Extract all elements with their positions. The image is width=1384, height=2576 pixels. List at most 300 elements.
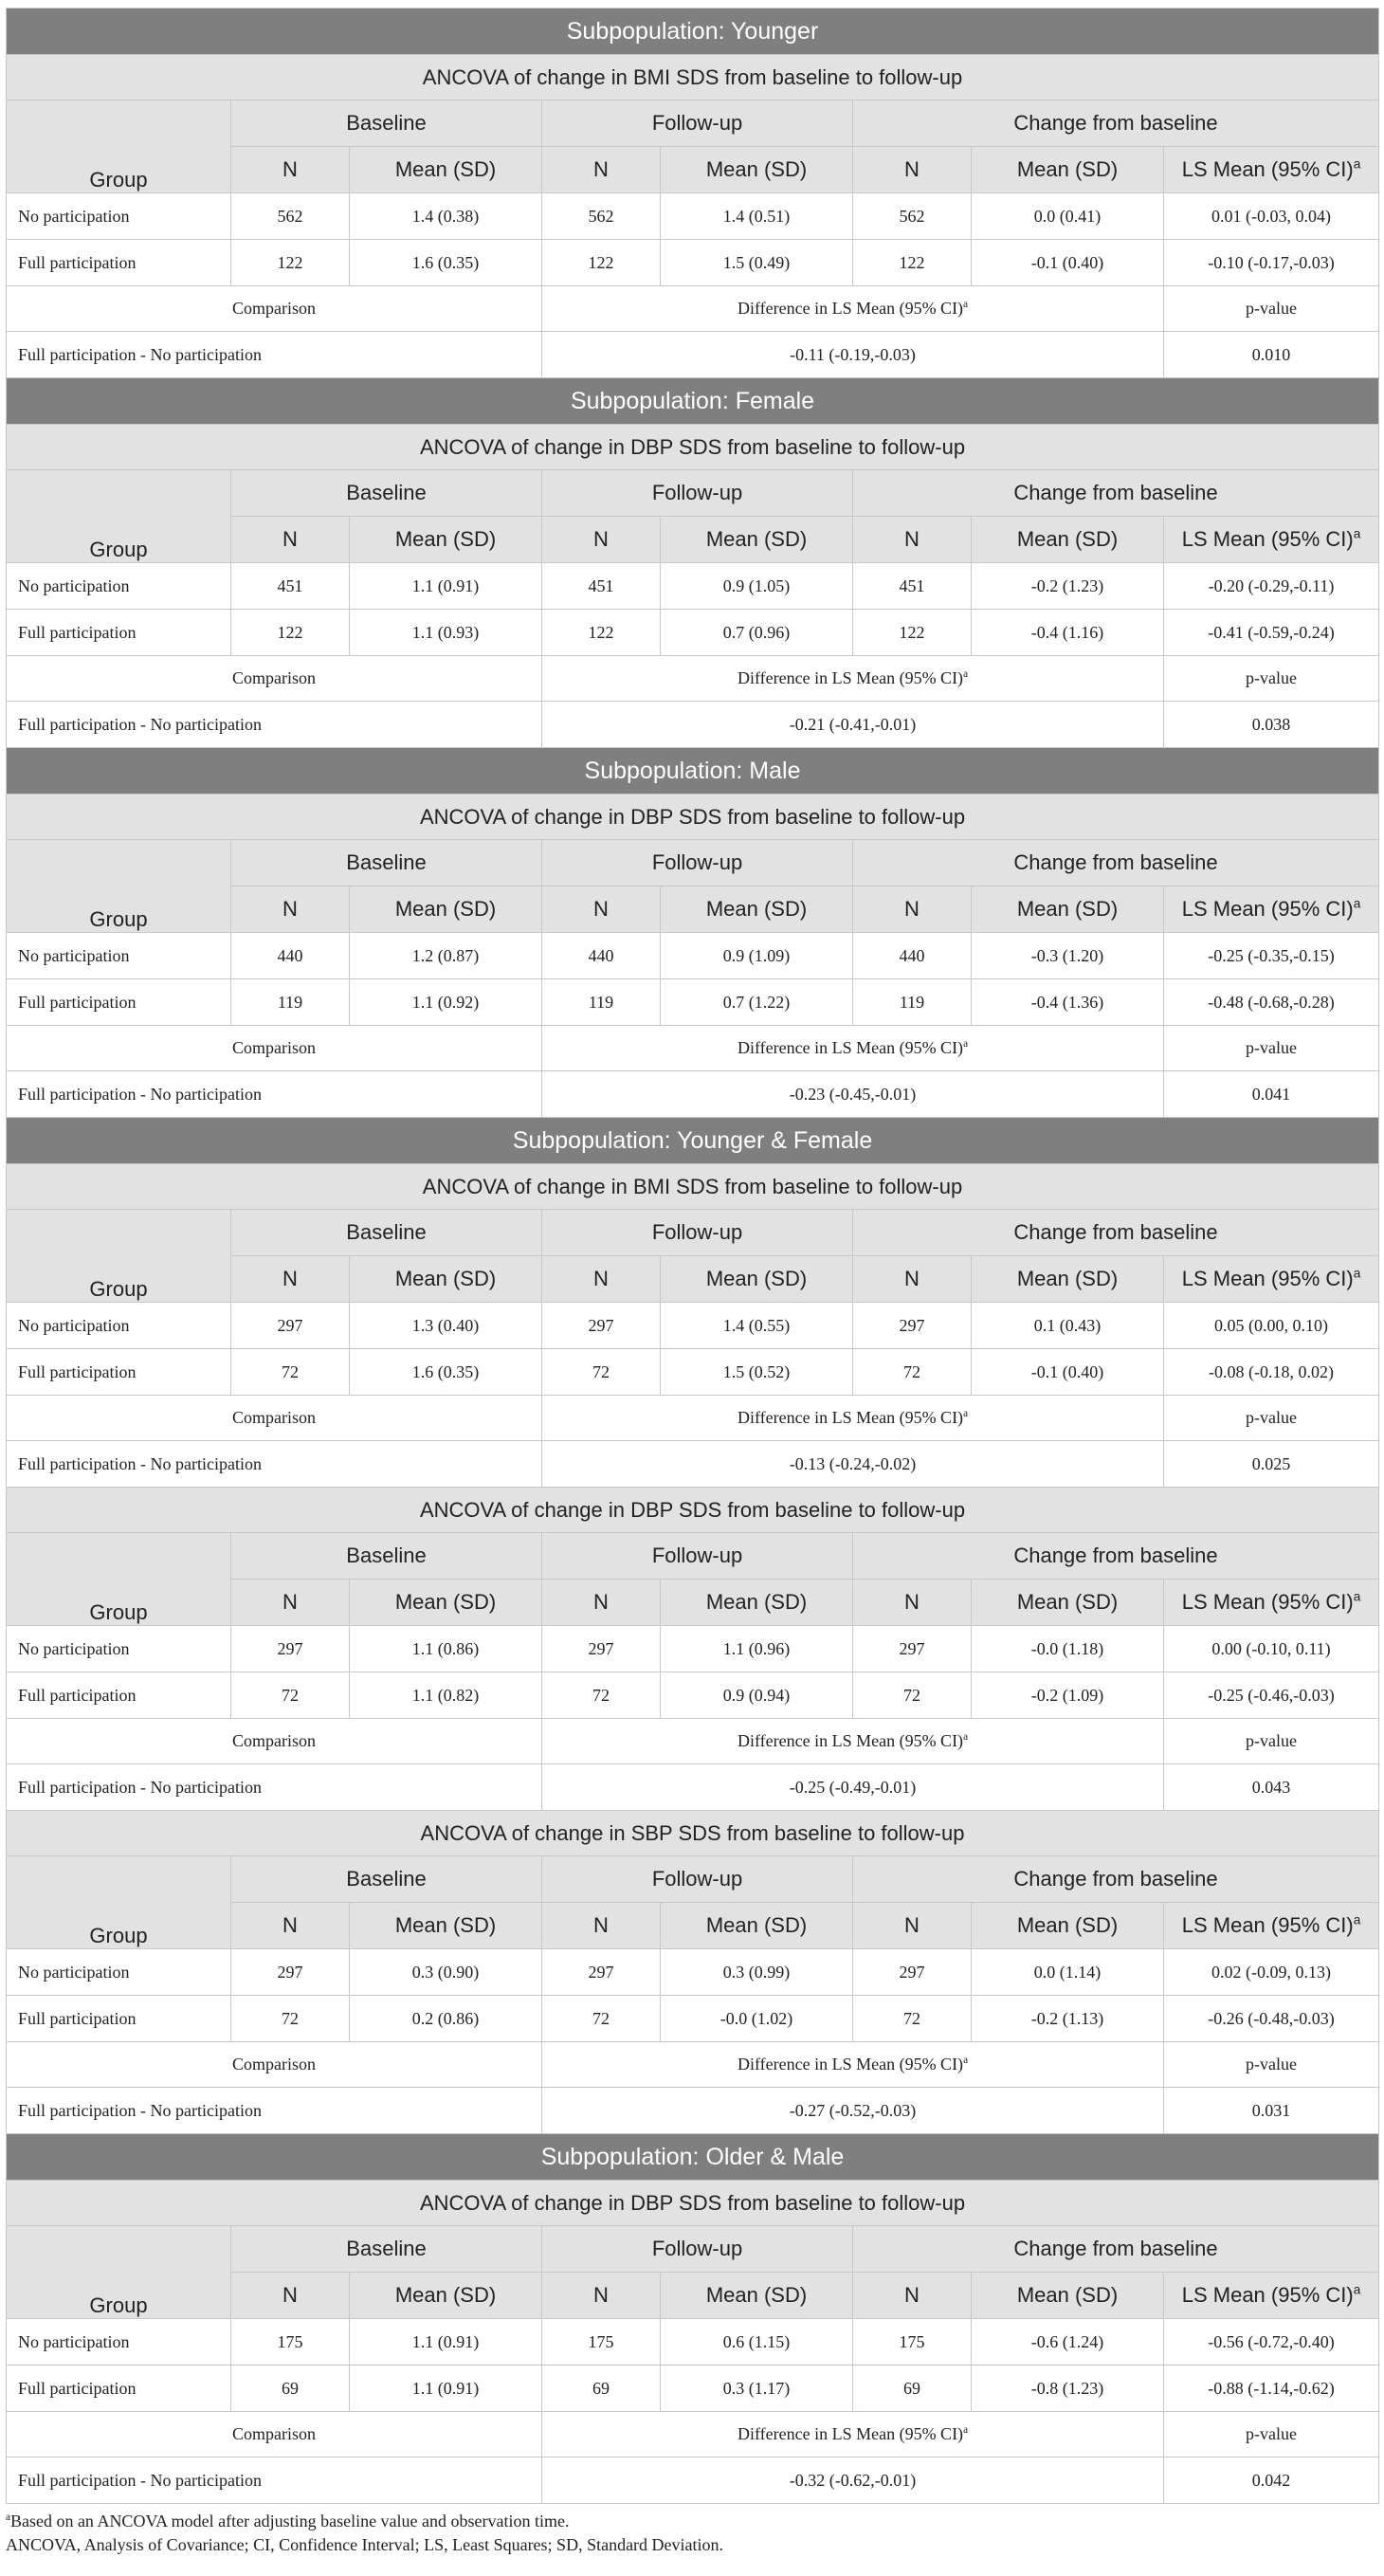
subpopulation-header [7,378,1379,425]
ls-mean-ci: 0.02 (-0.09, 0.13) [1164,1949,1379,1996]
ls-mean-ci: -0.56 (-0.72,-0.40) [1164,2319,1379,2366]
followup-header: Follow-up [542,2226,853,2273]
followup-header: Follow-up [542,840,853,886]
comparison-label: Full participation - No participation [7,1764,542,1811]
group-label: No participation [7,1949,231,1996]
comparison-header-row [7,2042,1379,2088]
change-header: Change from baseline [853,840,1379,886]
baseline-mean-sd: 1.6 (0.35) [350,240,542,286]
baseline-mean-sd: 1.3 (0.40) [350,1303,542,1349]
followup-n: 175 [542,2319,661,2366]
change-n-header: N [853,886,972,933]
change-mean-sd: 0.1 (0.43) [972,1303,1164,1349]
ls-mean-header-marker: a [1353,1912,1361,1927]
analysis-header [7,425,1379,470]
column-group-header-row [7,1210,1379,1256]
difference-header [542,1026,1164,1071]
footnote-abbreviations: ANCOVA, Analysis of Covariance; CI, Confidence Interval; LS, Least Squares; SD, Standard Deviation. [6,2535,724,2554]
pvalue-header: p-value [1164,1396,1379,1441]
difference-header-marker: a [963,668,969,680]
change-header: Change from baseline [853,1210,1379,1256]
baseline-n-header: N [231,517,350,563]
subpopulation-header [7,1118,1379,1164]
change-header: Change from baseline [853,1856,1379,1903]
analysis-header [7,55,1379,100]
difference-value: -0.32 (-0.62,-0.01) [542,2457,1164,2504]
followup-n: 122 [542,240,661,286]
table-row [7,1996,1379,2042]
followup-mean-header: Mean (SD) [661,2273,853,2319]
pvalue-value: 0.038 [1164,702,1379,748]
followup-mean-header: Mean (SD) [661,1580,853,1626]
baseline-header: Baseline [231,1856,542,1903]
ls-mean-header [1164,1256,1379,1303]
pvalue-value: 0.043 [1164,1764,1379,1811]
table-row [7,563,1379,610]
difference-header-text: Difference in LS Mean (95% CI) [737,1731,964,1750]
pvalue-value: 0.031 [1164,2088,1379,2134]
table-row [7,240,1379,286]
pvalue-value: 0.010 [1164,332,1379,378]
baseline-n-header: N [231,1903,350,1949]
group-label: Full participation [7,1672,231,1719]
followup-mean-sd: 0.7 (1.22) [661,979,853,1026]
comparison-label: Full participation - No participation [7,2457,542,2504]
difference-value: -0.25 (-0.49,-0.01) [542,1764,1164,1811]
comparison-label: Full participation - No participation [7,702,542,748]
change-n-header: N [853,1580,972,1626]
followup-mean-sd: 0.6 (1.15) [661,2319,853,2366]
baseline-mean-sd: 1.4 (0.38) [350,193,542,240]
comparison-label: Full participation - No participation [7,2088,542,2134]
ls-mean-header-marker: a [1353,2282,1361,2297]
change-n-header: N [853,1903,972,1949]
baseline-n: 297 [231,1626,350,1672]
followup-mean-sd: 0.3 (0.99) [661,1949,853,1996]
comparison-header: Comparison [7,2042,542,2088]
ls-mean-header-text: LS Mean (95% CI) [1181,1913,1354,1937]
group-label: No participation [7,933,231,979]
table-row [7,1626,1379,1672]
pvalue-value: 0.025 [1164,1441,1379,1488]
pvalue-header: p-value [1164,1719,1379,1764]
group-column-header: Group [7,470,231,563]
ls-mean-ci: 0.05 (0.00, 0.10) [1164,1303,1379,1349]
group-label: No participation [7,1626,231,1672]
baseline-header: Baseline [231,1210,542,1256]
ls-mean-ci: 0.01 (-0.03, 0.04) [1164,193,1379,240]
column-group-header-row [7,100,1379,147]
baseline-mean-sd: 0.3 (0.90) [350,1949,542,1996]
group-label: No participation [7,1303,231,1349]
difference-header-marker: a [963,2055,969,2066]
ls-mean-ci: -0.25 (-0.35,-0.15) [1164,933,1379,979]
comparison-header-row [7,1396,1379,1441]
ls-mean-header-marker: a [1353,896,1361,911]
change-mean-header: Mean (SD) [972,147,1164,193]
comparison-header: Comparison [7,2412,542,2457]
baseline-n: 122 [231,240,350,286]
followup-mean-sd: 0.9 (0.94) [661,1672,853,1719]
followup-mean-header: Mean (SD) [661,1256,853,1303]
ls-mean-ci: -0.26 (-0.48,-0.03) [1164,1996,1379,2042]
pvalue-value: 0.041 [1164,1071,1379,1118]
change-mean-sd: -0.1 (0.40) [972,1349,1164,1396]
change-n: 122 [853,240,972,286]
analysis-title: ANCOVA of change in DBP SDS from baseline to follow-up [7,425,1379,470]
change-mean-sd: -0.4 (1.16) [972,610,1164,656]
table-footnotes [6,2510,1378,2557]
change-n: 297 [853,1303,972,1349]
difference-header [542,1396,1164,1441]
change-n: 72 [853,1672,972,1719]
pvalue-header: p-value [1164,286,1379,332]
comparison-label: Full participation - No participation [7,1071,542,1118]
analysis-title: ANCOVA of change in DBP SDS from baseline to follow-up [7,1488,1379,1533]
subpopulation-title: Subpopulation: Older & Male [7,2134,1379,2181]
ls-mean-header-marker: a [1353,1589,1361,1604]
followup-n-header: N [542,1903,661,1949]
baseline-n: 119 [231,979,350,1026]
comparison-row [7,2457,1379,2504]
change-n: 72 [853,1349,972,1396]
comparison-row [7,702,1379,748]
change-n: 69 [853,2366,972,2412]
change-mean-sd: -0.2 (1.13) [972,1996,1164,2042]
baseline-mean-sd: 1.1 (0.91) [350,2366,542,2412]
pvalue-header: p-value [1164,1026,1379,1071]
difference-header-marker: a [963,1731,969,1743]
ls-mean-header [1164,517,1379,563]
baseline-n: 72 [231,1349,350,1396]
change-mean-header: Mean (SD) [972,1580,1164,1626]
followup-mean-sd: 1.4 (0.55) [661,1303,853,1349]
comparison-header-row [7,2412,1379,2457]
difference-value: -0.13 (-0.24,-0.02) [542,1441,1164,1488]
footnote-a-marker: a [6,2512,10,2523]
change-mean-sd: -0.0 (1.18) [972,1626,1164,1672]
ls-mean-ci: -0.10 (-0.17,-0.03) [1164,240,1379,286]
group-label: No participation [7,563,231,610]
group-column-header: Group [7,1210,231,1303]
followup-n: 297 [542,1626,661,1672]
change-n: 297 [853,1626,972,1672]
followup-mean-sd: 1.1 (0.96) [661,1626,853,1672]
table-row [7,1303,1379,1349]
difference-value: -0.23 (-0.45,-0.01) [542,1071,1164,1118]
comparison-header: Comparison [7,656,542,702]
comparison-label: Full participation - No participation [7,1441,542,1488]
change-n: 175 [853,2319,972,2366]
group-column-header: Group [7,2226,231,2319]
difference-value: -0.27 (-0.52,-0.03) [542,2088,1164,2134]
table-row [7,1349,1379,1396]
followup-mean-header: Mean (SD) [661,886,853,933]
change-mean-sd: -0.1 (0.40) [972,240,1164,286]
change-mean-sd: -0.4 (1.36) [972,979,1164,1026]
change-n: 440 [853,933,972,979]
change-n-header: N [853,517,972,563]
followup-mean-sd: 0.3 (1.17) [661,2366,853,2412]
change-mean-header: Mean (SD) [972,517,1164,563]
change-header: Change from baseline [853,2226,1379,2273]
followup-header: Follow-up [542,100,853,147]
baseline-mean-sd: 1.6 (0.35) [350,1349,542,1396]
ls-mean-header-text: LS Mean (95% CI) [1181,527,1354,551]
ls-mean-header [1164,147,1379,193]
group-label: Full participation [7,610,231,656]
subpopulation-title: Subpopulation: Younger [7,9,1379,55]
comparison-header-row [7,1719,1379,1764]
footnote-a-text: Based on an ANCOVA model after adjusting baseline value and observation time. [9,2512,570,2530]
change-mean-header: Mean (SD) [972,1903,1164,1949]
difference-header [542,1719,1164,1764]
baseline-mean-header: Mean (SD) [350,2273,542,2319]
table-row [7,610,1379,656]
baseline-mean-header: Mean (SD) [350,147,542,193]
followup-n-header: N [542,517,661,563]
ls-mean-header-marker: a [1353,156,1361,172]
group-label: Full participation [7,240,231,286]
followup-mean-sd: 1.5 (0.52) [661,1349,853,1396]
group-column-header: Group [7,100,231,193]
baseline-mean-sd: 0.2 (0.86) [350,1996,542,2042]
followup-n: 451 [542,563,661,610]
ls-mean-header [1164,886,1379,933]
ls-mean-ci: -0.08 (-0.18, 0.02) [1164,1349,1379,1396]
group-label: Full participation [7,2366,231,2412]
column-group-header-row [7,2226,1379,2273]
subpopulation-title: Subpopulation: Female [7,378,1379,425]
group-label: No participation [7,193,231,240]
change-n-header: N [853,147,972,193]
baseline-n-header: N [231,886,350,933]
change-n: 119 [853,979,972,1026]
change-n: 562 [853,193,972,240]
ls-mean-ci: -0.20 (-0.29,-0.11) [1164,563,1379,610]
pvalue-header: p-value [1164,2412,1379,2457]
baseline-mean-sd: 1.1 (0.92) [350,979,542,1026]
subpopulation-header [7,748,1379,795]
followup-n: 440 [542,933,661,979]
change-n: 451 [853,563,972,610]
followup-n: 297 [542,1949,661,1996]
difference-header-text: Difference in LS Mean (95% CI) [737,1408,964,1427]
pvalue-header: p-value [1164,2042,1379,2088]
difference-value: -0.11 (-0.19,-0.03) [542,332,1164,378]
followup-n: 119 [542,979,661,1026]
followup-n: 69 [542,2366,661,2412]
change-mean-header: Mean (SD) [972,2273,1164,2319]
difference-header-text: Difference in LS Mean (95% CI) [737,2055,964,2074]
difference-header [542,2412,1164,2457]
analysis-header [7,2181,1379,2226]
followup-n-header: N [542,147,661,193]
change-mean-header: Mean (SD) [972,1256,1164,1303]
comparison-header-row [7,286,1379,332]
ls-mean-ci: -0.48 (-0.68,-0.28) [1164,979,1379,1026]
followup-mean-header: Mean (SD) [661,517,853,563]
ls-mean-header-text: LS Mean (95% CI) [1181,897,1354,921]
baseline-n: 451 [231,563,350,610]
change-mean-sd: -0.2 (1.23) [972,563,1164,610]
difference-header [542,2042,1164,2088]
results-document [6,8,1378,2557]
followup-n: 122 [542,610,661,656]
group-column-header: Group [7,1856,231,1949]
ls-mean-header-marker: a [1353,526,1361,541]
followup-header: Follow-up [542,470,853,517]
followup-mean-sd: 0.7 (0.96) [661,610,853,656]
comparison-header: Comparison [7,1396,542,1441]
comparison-row [7,1441,1379,1488]
baseline-header: Baseline [231,1533,542,1580]
ls-mean-header-text: LS Mean (95% CI) [1181,1267,1354,1290]
baseline-n-header: N [231,1580,350,1626]
comparison-header: Comparison [7,1719,542,1764]
baseline-mean-sd: 1.1 (0.91) [350,2319,542,2366]
ls-mean-header-text: LS Mean (95% CI) [1181,1590,1354,1614]
change-mean-sd: 0.0 (0.41) [972,193,1164,240]
followup-mean-sd: -0.0 (1.02) [661,1996,853,2042]
ls-mean-header [1164,2273,1379,2319]
followup-header: Follow-up [542,1856,853,1903]
table-row [7,2366,1379,2412]
baseline-mean-sd: 1.2 (0.87) [350,933,542,979]
followup-mean-sd: 0.9 (1.09) [661,933,853,979]
difference-header [542,656,1164,702]
ls-mean-header [1164,1903,1379,1949]
baseline-header: Baseline [231,100,542,147]
analysis-title: ANCOVA of change in BMI SDS from baseline to follow-up [7,55,1379,100]
baseline-mean-sd: 1.1 (0.86) [350,1626,542,1672]
ls-mean-header-text: LS Mean (95% CI) [1181,157,1354,181]
baseline-n-header: N [231,2273,350,2319]
baseline-n: 297 [231,1949,350,1996]
baseline-header: Baseline [231,840,542,886]
analysis-title: ANCOVA of change in DBP SDS from baseline to follow-up [7,2181,1379,2226]
difference-value: -0.21 (-0.41,-0.01) [542,702,1164,748]
change-header: Change from baseline [853,1533,1379,1580]
baseline-n: 69 [231,2366,350,2412]
column-group-header-row [7,840,1379,886]
table-row [7,193,1379,240]
analysis-title: ANCOVA of change in DBP SDS from baseline to follow-up [7,795,1379,840]
followup-mean-header: Mean (SD) [661,147,853,193]
ls-mean-ci: -0.41 (-0.59,-0.24) [1164,610,1379,656]
group-label: Full participation [7,1349,231,1396]
change-mean-sd: -0.2 (1.09) [972,1672,1164,1719]
ls-mean-header [1164,1580,1379,1626]
baseline-n: 562 [231,193,350,240]
followup-n-header: N [542,886,661,933]
baseline-n-header: N [231,1256,350,1303]
difference-header-marker: a [963,1408,969,1419]
change-mean-header: Mean (SD) [972,886,1164,933]
followup-n-header: N [542,2273,661,2319]
analysis-header [7,1164,1379,1210]
comparison-row [7,1071,1379,1118]
difference-header-text: Difference in LS Mean (95% CI) [737,668,964,687]
comparison-row [7,2088,1379,2134]
subpopulation-header [7,9,1379,55]
table-row [7,2319,1379,2366]
comparison-header: Comparison [7,1026,542,1071]
followup-n-header: N [542,1256,661,1303]
group-label: Full participation [7,979,231,1026]
followup-mean-header: Mean (SD) [661,1903,853,1949]
ls-mean-ci: -0.88 (-1.14,-0.62) [1164,2366,1379,2412]
baseline-n: 297 [231,1303,350,1349]
difference-header-text: Difference in LS Mean (95% CI) [737,299,964,318]
baseline-mean-sd: 1.1 (0.82) [350,1672,542,1719]
table-row [7,933,1379,979]
followup-mean-sd: 1.4 (0.51) [661,193,853,240]
change-mean-sd: -0.3 (1.20) [972,933,1164,979]
group-column-header: Group [7,840,231,933]
pvalue-value: 0.042 [1164,2457,1379,2504]
change-header: Change from baseline [853,470,1379,517]
change-mean-sd: -0.8 (1.23) [972,2366,1164,2412]
ls-mean-header-marker: a [1353,1266,1361,1281]
change-n-header: N [853,1256,972,1303]
baseline-n: 72 [231,1996,350,2042]
change-n: 122 [853,610,972,656]
group-column-header: Group [7,1533,231,1626]
baseline-mean-sd: 1.1 (0.91) [350,563,542,610]
baseline-mean-header: Mean (SD) [350,1580,542,1626]
difference-header-marker: a [963,2424,969,2436]
baseline-header: Baseline [231,470,542,517]
analysis-header [7,1811,1379,1856]
baseline-header: Baseline [231,2226,542,2273]
table-row [7,1949,1379,1996]
comparison-header: Comparison [7,286,542,332]
ancova-results-table [6,8,1379,2504]
analysis-title: ANCOVA of change in BMI SDS from baseline to follow-up [7,1164,1379,1210]
baseline-n: 122 [231,610,350,656]
followup-n-header: N [542,1580,661,1626]
change-n: 72 [853,1996,972,2042]
change-header: Change from baseline [853,100,1379,147]
baseline-n: 175 [231,2319,350,2366]
followup-n: 72 [542,1349,661,1396]
baseline-n: 72 [231,1672,350,1719]
comparison-label: Full participation - No participation [7,332,542,378]
analysis-title: ANCOVA of change in SBP SDS from baseline to follow-up [7,1811,1379,1856]
ls-mean-ci: -0.25 (-0.46,-0.03) [1164,1672,1379,1719]
table-row [7,1672,1379,1719]
followup-n: 72 [542,1672,661,1719]
baseline-mean-sd: 1.1 (0.93) [350,610,542,656]
difference-header-text: Difference in LS Mean (95% CI) [737,1038,964,1057]
followup-mean-sd: 0.9 (1.05) [661,563,853,610]
comparison-row [7,1764,1379,1811]
analysis-header [7,1488,1379,1533]
column-group-header-row [7,1533,1379,1580]
difference-header [542,286,1164,332]
footnote-a [6,2510,1378,2533]
followup-n: 72 [542,1996,661,2042]
baseline-n: 440 [231,933,350,979]
change-mean-sd: 0.0 (1.14) [972,1949,1164,1996]
baseline-mean-header: Mean (SD) [350,517,542,563]
comparison-header-row [7,1026,1379,1071]
followup-n: 562 [542,193,661,240]
comparison-row [7,332,1379,378]
column-group-header-row [7,470,1379,517]
change-mean-sd: -0.6 (1.24) [972,2319,1164,2366]
